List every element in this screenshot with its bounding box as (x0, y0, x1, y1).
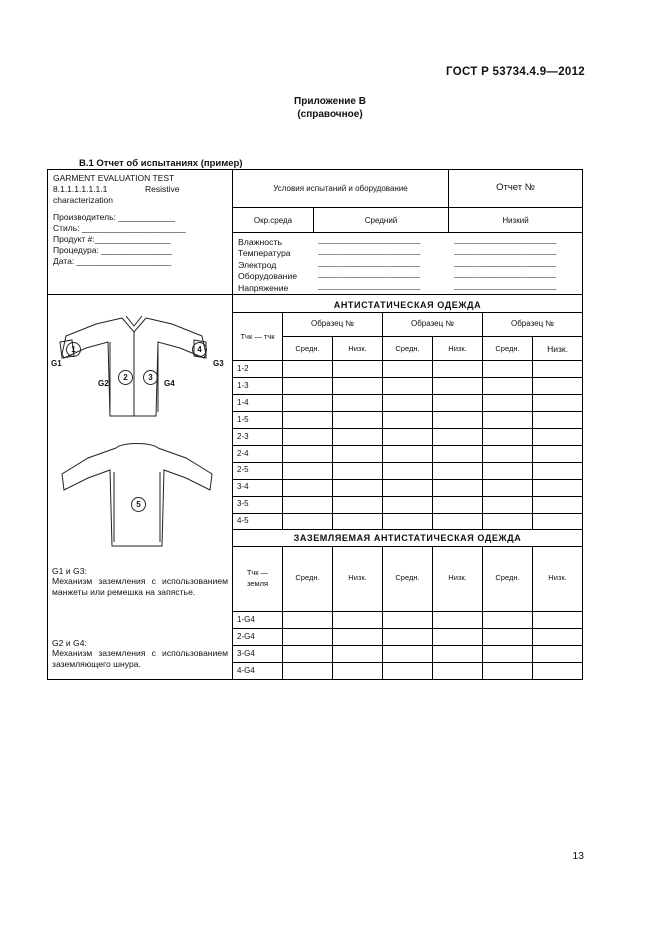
grounded-cell[interactable] (283, 612, 332, 628)
grounded-cell[interactable] (333, 629, 382, 645)
antistatic-cell[interactable] (483, 395, 532, 411)
antistatic-cell[interactable] (283, 462, 332, 478)
antistatic-cell[interactable] (433, 412, 482, 428)
note-g13-title: G1 и G3: (52, 566, 87, 576)
antistatic-row-label: 1-5 (237, 414, 249, 424)
param-line-medium[interactable]: _______________________ (318, 269, 421, 279)
param-line-low[interactable]: _______________________ (454, 235, 557, 244)
antistatic-cell[interactable] (533, 513, 582, 529)
antistatic-cell[interactable] (483, 361, 532, 377)
antistatic-cell[interactable] (333, 429, 382, 445)
antistatic-cell[interactable] (333, 412, 382, 428)
antistatic-cell[interactable] (533, 429, 582, 445)
grounded-subheader: Средн. (495, 573, 520, 582)
grounded-cell[interactable] (483, 612, 532, 628)
grounded-cell[interactable] (383, 629, 432, 645)
grounded-cell[interactable] (383, 646, 432, 662)
conditions-header: Условия испытаний и оборудование (273, 184, 408, 193)
page-number: 13 (572, 850, 584, 862)
date-field[interactable]: Дата: ____________________ (53, 256, 172, 266)
note-g24-title: G2 и G4: (52, 638, 87, 648)
grounded-subheader: Средн. (395, 573, 420, 582)
grounded-cell[interactable] (483, 629, 532, 645)
antistatic-cell[interactable] (533, 446, 582, 462)
grounded-cell[interactable] (383, 612, 432, 628)
grounded-cell[interactable] (433, 646, 482, 662)
antistatic-row-label: 2-3 (237, 431, 249, 441)
antistatic-cell[interactable] (483, 513, 532, 529)
antistatic-cell[interactable] (283, 496, 332, 512)
grounded-subheader: Средн. (295, 573, 320, 582)
antistatic-subheader: Средн. (395, 344, 420, 353)
appendix-subtitle: (справочное) (297, 109, 363, 120)
param-line-medium[interactable]: _______________________ (318, 235, 421, 244)
grounded-row-label: 4-G4 (237, 666, 255, 675)
antistatic-cell[interactable] (433, 496, 482, 512)
grounded-row-label: 2-G4 (237, 632, 255, 641)
manufacturer-field[interactable]: Производитель: ____________ (53, 212, 175, 222)
grounded-row-label: 3-G4 (237, 649, 255, 658)
grounded-cell[interactable] (433, 629, 482, 645)
param-line-medium[interactable]: _______________________ (318, 280, 421, 290)
antistatic-cell[interactable] (383, 462, 432, 478)
antistatic-cell[interactable] (333, 446, 382, 462)
antistatic-cell[interactable] (333, 513, 382, 529)
grounded-subheader: Низк. (348, 573, 367, 582)
note-g24-text: Механизм заземления с использованием заземляющего шнура. (52, 648, 228, 669)
grounded-point-header-2: земля (246, 579, 269, 588)
antistatic-cell[interactable] (283, 479, 332, 495)
label-g3: G3 (213, 359, 224, 368)
antistatic-cell[interactable] (283, 361, 332, 377)
antistatic-row-label: 1-2 (237, 364, 249, 373)
antistatic-cell[interactable] (433, 361, 482, 377)
grounded-cell[interactable] (333, 612, 382, 628)
env-label: Окр.среда (253, 216, 293, 225)
antistatic-cell[interactable] (483, 412, 532, 428)
antistatic-row-label: 3-4 (237, 482, 249, 492)
style-field[interactable]: Стиль: ______________________ (53, 223, 186, 233)
label-g1: G1 (51, 359, 62, 368)
antistatic-subheader: Низк. (348, 344, 367, 353)
antistatic-cell[interactable] (383, 513, 432, 529)
marker-2: 2 (118, 370, 133, 385)
test-type: Resistive (145, 184, 180, 194)
antistatic-cell[interactable] (383, 378, 432, 394)
antistatic-cell[interactable] (533, 395, 582, 411)
antistatic-cell[interactable] (533, 378, 582, 394)
antistatic-sample-2: Образец № (410, 319, 455, 328)
param-line-medium[interactable]: _______________________ (318, 257, 421, 267)
label-g4: G4 (164, 379, 175, 388)
grounded-cell[interactable] (283, 646, 332, 662)
grounded-cell[interactable] (283, 663, 332, 679)
antistatic-sample-3: Образец № (510, 319, 555, 328)
param-label: Влажность (238, 237, 282, 247)
antistatic-cell[interactable] (383, 412, 432, 428)
antistatic-cell[interactable] (433, 378, 482, 394)
antistatic-sample-1: Образец № (310, 319, 355, 328)
section-title: В.1 Отчет об испытаниях (пример) (79, 158, 243, 169)
product-field[interactable]: Продукт #:________________ (53, 234, 171, 244)
antistatic-cell[interactable] (333, 496, 382, 512)
grounded-subheader: Низк. (548, 573, 567, 582)
grounded-cell[interactable] (533, 646, 582, 662)
antistatic-point-header: Тчк — тчк (240, 332, 275, 341)
appendix-title: Приложение В (294, 96, 366, 107)
antistatic-cell[interactable] (283, 446, 332, 462)
antistatic-cell[interactable] (483, 446, 532, 462)
standard-header: ГОСТ Р 53734.4.9—2012 (446, 66, 585, 78)
grounded-cell[interactable] (333, 663, 382, 679)
test-title: GARMENT EVALUATION TEST (53, 173, 175, 183)
antistatic-row-label: 1-3 (237, 380, 249, 390)
antistatic-cell[interactable] (383, 361, 432, 377)
antistatic-cell[interactable] (483, 462, 532, 478)
antistatic-cell[interactable] (283, 412, 332, 428)
antistatic-cell[interactable] (383, 479, 432, 495)
param-line-low[interactable]: _______________________ (454, 246, 557, 256)
antistatic-cell[interactable] (383, 395, 432, 411)
antistatic-cell[interactable] (383, 496, 432, 512)
grounded-cell[interactable] (283, 629, 332, 645)
antistatic-subheader: Средн. (295, 344, 320, 353)
antistatic-subheader: Средн. (495, 344, 520, 353)
antistatic-cell[interactable] (433, 395, 482, 411)
antistatic-cell[interactable] (433, 462, 482, 478)
grounded-cell[interactable] (383, 663, 432, 679)
param-label: Напряжение (238, 282, 289, 293)
antistatic-subheader: Низк. (547, 344, 568, 354)
test-code: 8.1.1.1.1.1.1.1 (53, 184, 108, 194)
report-header: Отчет № (496, 182, 535, 193)
antistatic-cell[interactable] (533, 462, 582, 478)
antistatic-row-label: 4-5 (237, 516, 249, 526)
grounded-cell[interactable] (533, 629, 582, 645)
antistatic-cell[interactable] (333, 361, 382, 377)
antistatic-row-label: 2-4 (237, 448, 249, 458)
antistatic-cell[interactable] (433, 513, 482, 529)
grounded-cell[interactable] (483, 646, 532, 662)
antistatic-title: АНТИСТАТИЧЕСКАЯ ОДЕЖДА (333, 300, 482, 310)
grounded-row-label: 1-G4 (237, 615, 255, 624)
antistatic-cell[interactable] (383, 429, 432, 445)
marker-4: 4 (192, 342, 207, 357)
param-line-medium[interactable]: _______________________ (318, 246, 421, 256)
grounded-point-header-1: Тчк — (246, 568, 269, 577)
antistatic-cell[interactable] (483, 496, 532, 512)
garment-figure (48, 296, 232, 556)
note-g13-text: Механизм заземления с использованием манжеты или ремешка на запястье. (52, 576, 228, 597)
antistatic-cell[interactable] (483, 479, 532, 495)
param-line-low[interactable]: _______________________ (454, 280, 557, 290)
antistatic-cell[interactable] (433, 479, 482, 495)
grounded-cell[interactable] (533, 663, 582, 679)
marker-5: 5 (131, 497, 146, 512)
marker-1: 1 (66, 342, 81, 357)
antistatic-cell[interactable] (433, 429, 482, 445)
param-label: Электрод (238, 259, 277, 270)
test-type-cont: characterization (53, 195, 114, 205)
medium-label: Средний (364, 216, 398, 225)
grounded-cell[interactable] (533, 612, 582, 628)
procedure-field[interactable]: Процедура: _______________ (53, 245, 173, 255)
grounded-cell[interactable] (433, 663, 482, 679)
antistatic-row-label: 2-5 (237, 465, 249, 475)
antistatic-cell[interactable] (283, 395, 332, 411)
antistatic-cell[interactable] (483, 429, 532, 445)
antistatic-cell[interactable] (283, 513, 332, 529)
antistatic-cell[interactable] (283, 429, 332, 445)
antistatic-cell[interactable] (333, 378, 382, 394)
param-label: Температура (238, 248, 291, 259)
antistatic-row-label: 3-5 (237, 499, 249, 509)
label-g2: G2 (98, 379, 109, 388)
antistatic-cell[interactable] (333, 395, 382, 411)
antistatic-cell[interactable] (333, 479, 382, 495)
antistatic-cell[interactable] (533, 496, 582, 512)
param-label: Оборудование (238, 271, 298, 282)
antistatic-cell[interactable] (533, 412, 582, 428)
param-line-low[interactable]: _______________________ (454, 257, 557, 267)
low-label: Низкий (502, 216, 529, 225)
antistatic-cell[interactable] (483, 378, 532, 394)
antistatic-cell[interactable] (533, 479, 582, 495)
grounded-title: ЗАЗЕМЛЯЕМАЯ АНТИСТАТИЧЕСКАЯ ОДЕЖДА (293, 533, 522, 543)
antistatic-cell[interactable] (333, 462, 382, 478)
antistatic-cell[interactable] (433, 446, 482, 462)
antistatic-row-label: 1-4 (237, 397, 249, 407)
antistatic-subheader: Низк. (448, 344, 467, 353)
antistatic-cell[interactable] (283, 378, 332, 394)
antistatic-cell[interactable] (533, 361, 582, 377)
grounded-cell[interactable] (483, 663, 532, 679)
grounded-subheader: Низк. (448, 573, 467, 582)
param-line-low[interactable]: _______________________ (454, 269, 557, 279)
antistatic-cell[interactable] (383, 446, 432, 462)
grounded-cell[interactable] (333, 646, 382, 662)
marker-3: 3 (143, 370, 158, 385)
grounded-cell[interactable] (433, 612, 482, 628)
